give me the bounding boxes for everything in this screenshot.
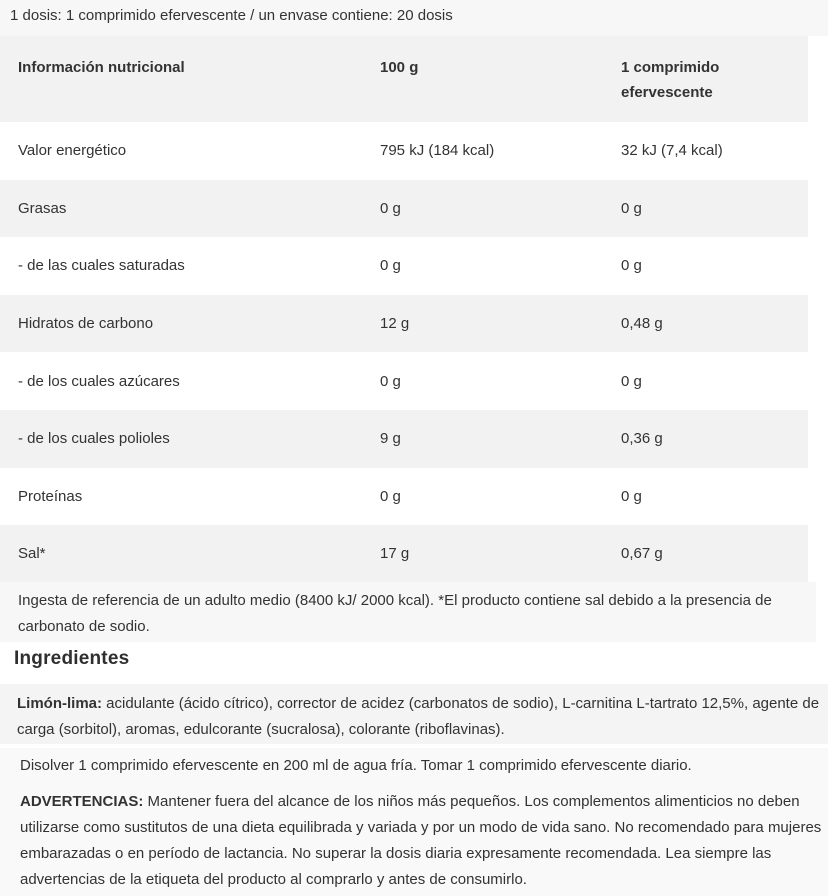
flavor-label: Limón-lima:: [17, 695, 102, 712]
table-header-row: [0, 36, 808, 122]
warnings-label: ADVERTENCIAS:: [20, 793, 144, 810]
serving-info: 1 dosis: 1 comprimido efervescente / un envase contiene: 20 dosis: [0, 0, 828, 36]
row-value-tablet: 0,67 g: [621, 545, 663, 563]
table-row: [0, 525, 808, 583]
row-value-100g: 0 g: [380, 372, 401, 390]
ingredients-heading: Ingredientes: [14, 648, 130, 669]
ingredients-list: acidulante (ácido cítrico), corrector de acidez (carbonatos de sodio), L-carnitina L-tartrato 12,5%, agente de carga (sorbitol), aromas, edulcorante (sucralosa), colorante (riboflavinas).: [17, 695, 820, 738]
table-row: [0, 468, 808, 526]
row-value-100g: 17 g: [380, 545, 410, 563]
row-value-100g: 0 g: [380, 487, 401, 505]
table-row: [0, 122, 808, 180]
ingredients-text: [0, 684, 828, 744]
row-value-tablet: 0 g: [621, 372, 642, 390]
row-value-100g: 0 g: [380, 199, 401, 217]
row-value-100g: 795 kJ (184 kcal): [380, 142, 495, 160]
row-label: - de las cuales saturadas: [18, 257, 185, 275]
row-label: Proteínas: [18, 487, 83, 505]
row-value-100g: 9 g: [380, 430, 401, 448]
row-label: Valor energético: [18, 142, 127, 160]
row-value-tablet: 0 g: [621, 487, 642, 505]
row-value-tablet: 32 kJ (7,4 kcal): [621, 142, 723, 160]
table-row: [0, 237, 808, 295]
row-value-tablet: 0,48 g: [621, 315, 663, 333]
row-label: Sal*: [18, 545, 46, 563]
row-value-tablet: 0 g: [621, 199, 642, 217]
header-nutrition: Información nutricional: [18, 59, 185, 76]
reference-intake-note: Ingesta de referencia de un adulto medio (8400 kJ/ 2000 kcal). *El producto contiene sal debido a la presencia de carbonato de sodio.: [0, 582, 816, 642]
table-row: [0, 180, 808, 238]
row-value-100g: 12 g: [380, 315, 410, 333]
row-label: Grasas: [18, 199, 67, 217]
usage-instructions: Disolver 1 comprimido efervescente en 200 ml de agua fría. Tomar 1 comprimido efervescente diario.: [20, 757, 692, 774]
table-row: [0, 295, 808, 353]
row-value-tablet: 0,36 g: [621, 430, 663, 448]
warnings-paragraph: [20, 789, 824, 893]
nutrition-table: [0, 36, 808, 583]
row-value-tablet: 0 g: [621, 257, 642, 275]
row-label: - de los cuales azúcares: [18, 372, 180, 390]
usage-and-warnings: [0, 748, 828, 896]
row-label: Hidratos de carbono: [18, 315, 154, 333]
header-per-tablet: 1 comprimido efervescente: [621, 59, 720, 101]
row-label: - de los cuales polioles: [18, 430, 170, 448]
header-per-100g: 100 g: [380, 59, 419, 76]
row-value-100g: 0 g: [380, 257, 401, 275]
warnings-text: Mantener fuera del alcance de los niños más pequeños. Los complementos alimenticios no deben utilizarse como sustitutos de una dieta equilibrada y variada y por un modo de vida sano. No recomendado para mujeres embarazadas o en período de lactancia. No superar la dosis diaria expresamente recomendada. Lea siempre las advertencias de la etiqueta del producto al comprarlo y antes de consumirlo.: [20, 793, 822, 888]
table-row: [0, 410, 808, 468]
table-row: [0, 352, 808, 410]
